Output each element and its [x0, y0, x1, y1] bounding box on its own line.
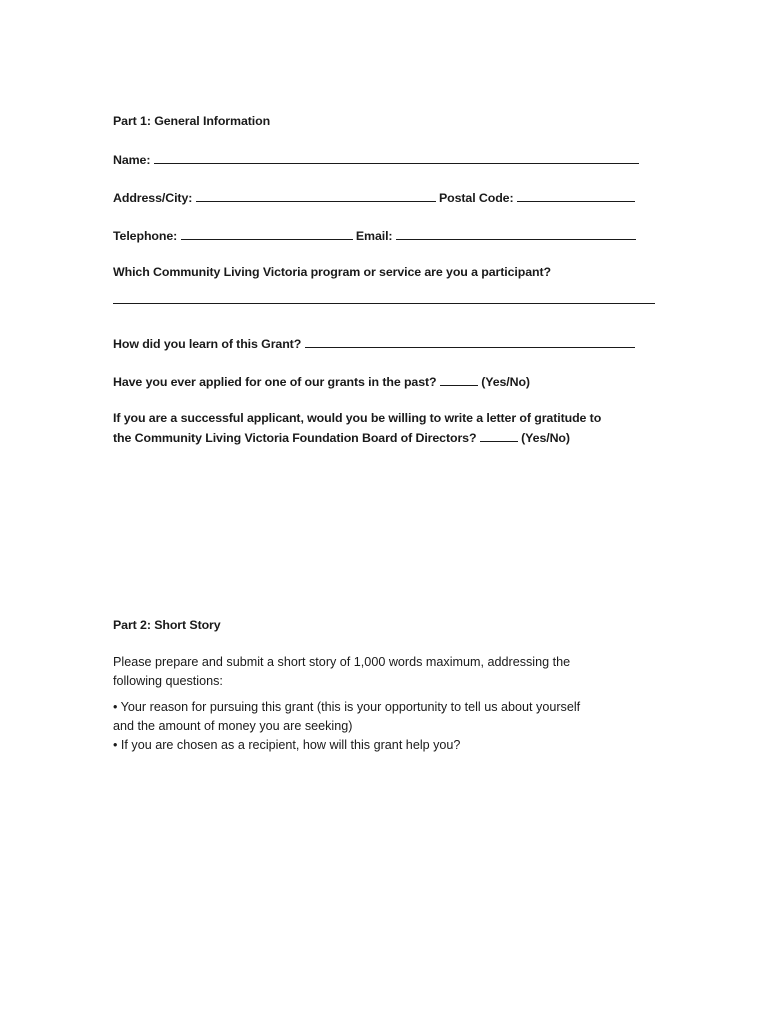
address-row: [113, 190, 635, 205]
part2-intro-line-2: following questions:: [113, 674, 223, 688]
postal-code-label: Postal Code:: [438, 191, 514, 205]
applied-suffix: (Yes/No): [481, 375, 530, 389]
address-field[interactable]: [196, 190, 436, 202]
telephone-label: Telephone:: [113, 229, 178, 243]
applied-question: Have you ever applied for one of our grants in the past?: [113, 375, 437, 389]
gratitude-suffix: (Yes/No): [521, 431, 570, 445]
learn-field[interactable]: [305, 336, 635, 348]
program-question: Which Community Living Victoria program or service are you a participant?: [113, 265, 551, 279]
gratitude-row: [113, 430, 570, 445]
email-label: Email:: [355, 229, 393, 243]
name-label: Name:: [113, 153, 151, 167]
learn-label: How did you learn of this Grant?: [113, 337, 302, 351]
gratitude-field[interactable]: [480, 430, 518, 442]
telephone-field[interactable]: [181, 228, 353, 240]
contact-row: [113, 228, 636, 243]
gratitude-line-1: If you are a successful applicant, would you be willing to write a letter of gratitude to: [113, 411, 602, 425]
bullet-1-line-2: and the amount of money you are seeking): [113, 719, 353, 733]
bullet-1-line-1: • Your reason for pursuing this grant (this is your opportunity to tell us about yourself: [113, 700, 581, 714]
applied-row: [113, 374, 530, 389]
gratitude-line-2: the Community Living Victoria Foundation Board of Directors?: [113, 431, 477, 445]
postal-code-field[interactable]: [517, 190, 635, 202]
address-label: Address/City:: [113, 191, 193, 205]
part2-heading: Part 2: Short Story: [113, 618, 221, 632]
form-page: [113, 0, 658, 1024]
learn-row: [113, 336, 635, 351]
applied-field[interactable]: [440, 374, 478, 386]
name-row: [113, 152, 639, 167]
bullet-2: • If you are chosen as a recipient, how will this grant help you?: [113, 738, 461, 752]
email-field[interactable]: [396, 228, 636, 240]
name-field[interactable]: [154, 152, 639, 164]
program-answer-field[interactable]: [113, 303, 655, 304]
part2-intro-line-1: Please prepare and submit a short story of 1,000 words maximum, addressing the: [113, 655, 571, 669]
part1-heading: Part 1: General Information: [113, 114, 271, 128]
